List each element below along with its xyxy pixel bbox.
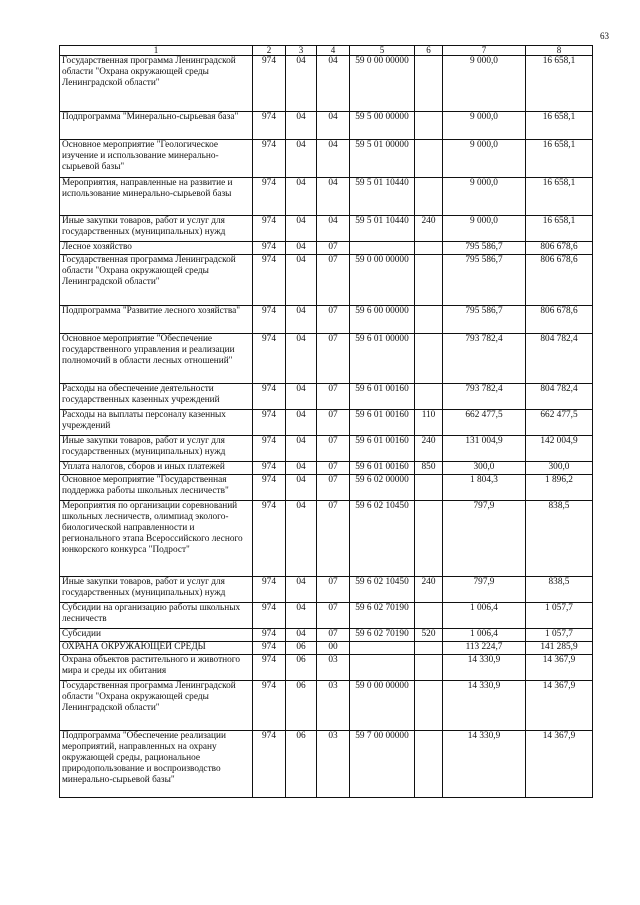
row-name: Государственная программа Ленинградской области "Охрана окружающей среды Ленинградской области": [60, 681, 253, 731]
row-name: Лесное хозяйство: [60, 242, 253, 255]
row-amount-year1: 9 000,0: [443, 216, 526, 242]
row-grbs: 974: [253, 56, 286, 112]
row-subsection: 07: [317, 501, 350, 577]
header-col-5: 5: [350, 46, 415, 56]
row-amount-year2: 14 367,9: [526, 731, 593, 798]
row-amount-year2: 142 004,9: [526, 436, 593, 462]
row-expense-type: [415, 140, 443, 178]
row-name: Подпрограмма "Обеспечение реализации мероприятий, направленных на охрану окружающей среды, рациональное природопользование и воспроизводство минерально-сырьевой базы": [60, 731, 253, 798]
row-expense-type: [415, 681, 443, 731]
row-amount-year1: 1 804,3: [443, 475, 526, 501]
row-subsection: 04: [317, 140, 350, 178]
row-amount-year2: 141 285,9: [526, 642, 593, 655]
row-target-code: [350, 642, 415, 655]
row-expense-type: [415, 112, 443, 140]
row-grbs: 974: [253, 462, 286, 475]
row-expense-type: [415, 306, 443, 334]
row-section: 04: [286, 603, 317, 629]
row-target-code: 59 6 02 10450: [350, 501, 415, 577]
row-grbs: 974: [253, 731, 286, 798]
row-section: 04: [286, 255, 317, 306]
row-grbs: 974: [253, 577, 286, 603]
row-amount-year1: 14 330,9: [443, 731, 526, 798]
header-col-7: 7: [443, 46, 526, 56]
row-name: Подпрограмма "Минерально-сырьевая база": [60, 112, 253, 140]
row-amount-year2: 16 658,1: [526, 216, 593, 242]
table-row: [60, 306, 593, 334]
row-amount-year1: 300,0: [443, 462, 526, 475]
row-subsection: 07: [317, 255, 350, 306]
row-expense-type: [415, 501, 443, 577]
row-amount-year1: 113 224,7: [443, 642, 526, 655]
table-row: [60, 475, 593, 501]
row-grbs: 974: [253, 255, 286, 306]
row-target-code: 59 6 00 00000: [350, 306, 415, 334]
table-row: [60, 462, 593, 475]
row-amount-year1: 793 782,4: [443, 334, 526, 384]
table-row: [60, 655, 593, 681]
row-section: 06: [286, 681, 317, 731]
row-grbs: 974: [253, 410, 286, 436]
row-grbs: 974: [253, 603, 286, 629]
row-amount-year2: 806 678,6: [526, 242, 593, 255]
row-target-code: 59 6 02 10450: [350, 577, 415, 603]
row-expense-type: [415, 655, 443, 681]
row-subsection: 03: [317, 731, 350, 798]
row-amount-year1: 9 000,0: [443, 112, 526, 140]
row-target-code: 59 0 00 00000: [350, 681, 415, 731]
row-expense-type: [415, 242, 443, 255]
row-amount-year2: 16 658,1: [526, 56, 593, 112]
row-subsection: 07: [317, 436, 350, 462]
row-target-code: 59 5 00 00000: [350, 112, 415, 140]
table-row: [60, 603, 593, 629]
row-name: Государственная программа Ленинградской области "Охрана окружающей среды Ленинградской области": [60, 56, 253, 112]
row-grbs: 974: [253, 475, 286, 501]
row-section: 04: [286, 306, 317, 334]
row-target-code: [350, 655, 415, 681]
row-grbs: 974: [253, 384, 286, 410]
table-row: [60, 56, 593, 112]
row-subsection: 00: [317, 642, 350, 655]
row-name: Расходы на выплаты персоналу казенных учреждений: [60, 410, 253, 436]
header-col-2: 2: [253, 46, 286, 56]
row-name: Иные закупки товаров, работ и услуг для государственных (муниципальных) нужд: [60, 216, 253, 242]
row-grbs: 974: [253, 436, 286, 462]
row-amount-year2: 16 658,1: [526, 178, 593, 216]
row-grbs: 974: [253, 242, 286, 255]
row-target-code: 59 6 01 00160: [350, 436, 415, 462]
row-name: Уплата налогов, сборов и иных платежей: [60, 462, 253, 475]
row-expense-type: 110: [415, 410, 443, 436]
row-expense-type: 520: [415, 629, 443, 642]
row-target-code: 59 0 00 00000: [350, 56, 415, 112]
row-target-code: 59 5 01 00000: [350, 140, 415, 178]
page-number: 63: [600, 31, 609, 41]
row-amount-year1: 797,9: [443, 501, 526, 577]
row-target-code: 59 6 01 00160: [350, 384, 415, 410]
row-amount-year2: 14 367,9: [526, 681, 593, 731]
table-row: [60, 334, 593, 384]
row-amount-year1: 9 000,0: [443, 178, 526, 216]
row-section: 04: [286, 436, 317, 462]
row-amount-year1: 14 330,9: [443, 655, 526, 681]
row-section: 06: [286, 642, 317, 655]
row-amount-year2: 804 782,4: [526, 384, 593, 410]
row-grbs: 974: [253, 501, 286, 577]
row-target-code: 59 6 02 70190: [350, 603, 415, 629]
row-grbs: 974: [253, 216, 286, 242]
row-target-code: 59 6 02 00000: [350, 475, 415, 501]
row-amount-year1: 797,9: [443, 577, 526, 603]
table-row: [60, 255, 593, 306]
row-section: 04: [286, 334, 317, 384]
row-name: Основное мероприятие "Геологическое изучение и использование минерально-сырьевой базы": [60, 140, 253, 178]
row-expense-type: [415, 642, 443, 655]
row-expense-type: [415, 334, 443, 384]
row-section: 04: [286, 410, 317, 436]
table-row: [60, 112, 593, 140]
row-section: 04: [286, 242, 317, 255]
row-name: Основное мероприятие "Государственная поддержка работы школьных лесничеств": [60, 475, 253, 501]
row-section: 04: [286, 178, 317, 216]
row-subsection: 07: [317, 629, 350, 642]
row-subsection: 07: [317, 577, 350, 603]
table-row: [60, 410, 593, 436]
row-amount-year1: 1 006,4: [443, 629, 526, 642]
row-section: 04: [286, 140, 317, 178]
row-expense-type: [415, 255, 443, 306]
header-col-3: 3: [286, 46, 317, 56]
row-grbs: 974: [253, 140, 286, 178]
row-expense-type: [415, 56, 443, 112]
row-subsection: 07: [317, 475, 350, 501]
row-subsection: 04: [317, 56, 350, 112]
row-subsection: 07: [317, 603, 350, 629]
row-grbs: 974: [253, 112, 286, 140]
row-amount-year2: 1 057,7: [526, 629, 593, 642]
row-target-code: 59 5 01 10440: [350, 216, 415, 242]
row-amount-year1: 131 004,9: [443, 436, 526, 462]
row-section: 04: [286, 475, 317, 501]
row-section: 04: [286, 112, 317, 140]
row-subsection: 03: [317, 681, 350, 731]
row-subsection: 04: [317, 216, 350, 242]
row-name: Субсидии на организацию работы школьных лесничеств: [60, 603, 253, 629]
row-subsection: 07: [317, 242, 350, 255]
row-target-code: 59 6 02 70190: [350, 629, 415, 642]
row-name: Иные закупки товаров, работ и услуг для государственных (муниципальных) нужд: [60, 436, 253, 462]
row-amount-year2: 14 367,9: [526, 655, 593, 681]
row-amount-year1: 795 586,7: [443, 306, 526, 334]
table-row: [60, 629, 593, 642]
row-amount-year1: 662 477,5: [443, 410, 526, 436]
row-subsection: 03: [317, 655, 350, 681]
row-grbs: 974: [253, 334, 286, 384]
row-amount-year2: 838,5: [526, 501, 593, 577]
row-subsection: 07: [317, 334, 350, 384]
row-amount-year2: 1 057,7: [526, 603, 593, 629]
row-name: Основное мероприятие "Обеспечение государственного управления и реализации полномочий в области лесных отношений": [60, 334, 253, 384]
table-row: [60, 681, 593, 731]
row-section: 06: [286, 655, 317, 681]
row-expense-type: [415, 178, 443, 216]
row-name: Мероприятия, направленные на развитие и использование минерально-сырьевой базы: [60, 178, 253, 216]
row-expense-type: [415, 731, 443, 798]
table-row: [60, 216, 593, 242]
row-expense-type: 240: [415, 577, 443, 603]
row-name: Государственная программа Ленинградской области "Охрана окружающей среды Ленинградской области": [60, 255, 253, 306]
header-col-1: 1: [60, 46, 253, 56]
row-name: Расходы на обеспечение деятельности государственных казенных учреждений: [60, 384, 253, 410]
row-expense-type: [415, 475, 443, 501]
row-amount-year1: 795 586,7: [443, 242, 526, 255]
row-amount-year2: 1 896,2: [526, 475, 593, 501]
row-section: 04: [286, 384, 317, 410]
table-row: [60, 501, 593, 577]
table-row: [60, 178, 593, 216]
row-amount-year1: 793 782,4: [443, 384, 526, 410]
row-target-code: [350, 242, 415, 255]
row-section: 04: [286, 216, 317, 242]
row-amount-year2: 804 782,4: [526, 334, 593, 384]
row-name: ОХРАНА ОКРУЖАЮЩЕЙ СРЕДЫ: [60, 642, 253, 655]
row-amount-year2: 16 658,1: [526, 112, 593, 140]
row-grbs: 974: [253, 642, 286, 655]
budget-table: [59, 45, 593, 798]
header-col-6: 6: [415, 46, 443, 56]
row-expense-type: 240: [415, 436, 443, 462]
table-row: [60, 642, 593, 655]
row-grbs: 974: [253, 629, 286, 642]
row-expense-type: 240: [415, 216, 443, 242]
header-col-8: 8: [526, 46, 593, 56]
row-section: 04: [286, 501, 317, 577]
row-expense-type: [415, 384, 443, 410]
row-section: 04: [286, 462, 317, 475]
row-target-code: 59 6 01 00000: [350, 334, 415, 384]
header-row: [60, 46, 593, 56]
table-row: [60, 140, 593, 178]
row-amount-year1: 9 000,0: [443, 56, 526, 112]
row-section: 04: [286, 629, 317, 642]
row-amount-year2: 838,5: [526, 577, 593, 603]
table-row: [60, 242, 593, 255]
row-target-code: 59 0 00 00000: [350, 255, 415, 306]
row-target-code: 59 6 01 00160: [350, 462, 415, 475]
row-expense-type: 850: [415, 462, 443, 475]
row-amount-year2: 806 678,6: [526, 306, 593, 334]
row-amount-year2: 662 477,5: [526, 410, 593, 436]
row-grbs: 974: [253, 681, 286, 731]
row-subsection: 04: [317, 178, 350, 216]
row-amount-year1: 9 000,0: [443, 140, 526, 178]
row-target-code: 59 6 01 00160: [350, 410, 415, 436]
row-subsection: 07: [317, 384, 350, 410]
row-section: 04: [286, 56, 317, 112]
row-name: Охрана объектов растительного и животного мира и среды их обитания: [60, 655, 253, 681]
row-subsection: 07: [317, 462, 350, 475]
row-section: 04: [286, 577, 317, 603]
table-row: [60, 436, 593, 462]
table-row: [60, 384, 593, 410]
row-amount-year2: 300,0: [526, 462, 593, 475]
row-expense-type: [415, 603, 443, 629]
row-target-code: 59 7 00 00000: [350, 731, 415, 798]
row-amount-year1: 795 586,7: [443, 255, 526, 306]
row-name: Иные закупки товаров, работ и услуг для государственных (муниципальных) нужд: [60, 577, 253, 603]
header-col-4: 4: [317, 46, 350, 56]
row-target-code: 59 5 01 10440: [350, 178, 415, 216]
row-amount-year1: 14 330,9: [443, 681, 526, 731]
table-row: [60, 577, 593, 603]
row-name: Мероприятия по организации соревнований школьных лесничеств, олимпиад эколого-биологической направленности и регионального этапа Всероссийского лесного юнкорского конкурса "Подрост": [60, 501, 253, 577]
table-row: [60, 731, 593, 798]
row-grbs: 974: [253, 306, 286, 334]
row-subsection: 07: [317, 410, 350, 436]
row-name: Субсидии: [60, 629, 253, 642]
row-name: Подпрограмма "Развитие лесного хозяйства": [60, 306, 253, 334]
row-amount-year1: 1 006,4: [443, 603, 526, 629]
row-grbs: 974: [253, 178, 286, 216]
row-amount-year2: 16 658,1: [526, 140, 593, 178]
row-subsection: 04: [317, 112, 350, 140]
row-section: 06: [286, 731, 317, 798]
row-grbs: 974: [253, 655, 286, 681]
row-amount-year2: 806 678,6: [526, 255, 593, 306]
row-subsection: 07: [317, 306, 350, 334]
